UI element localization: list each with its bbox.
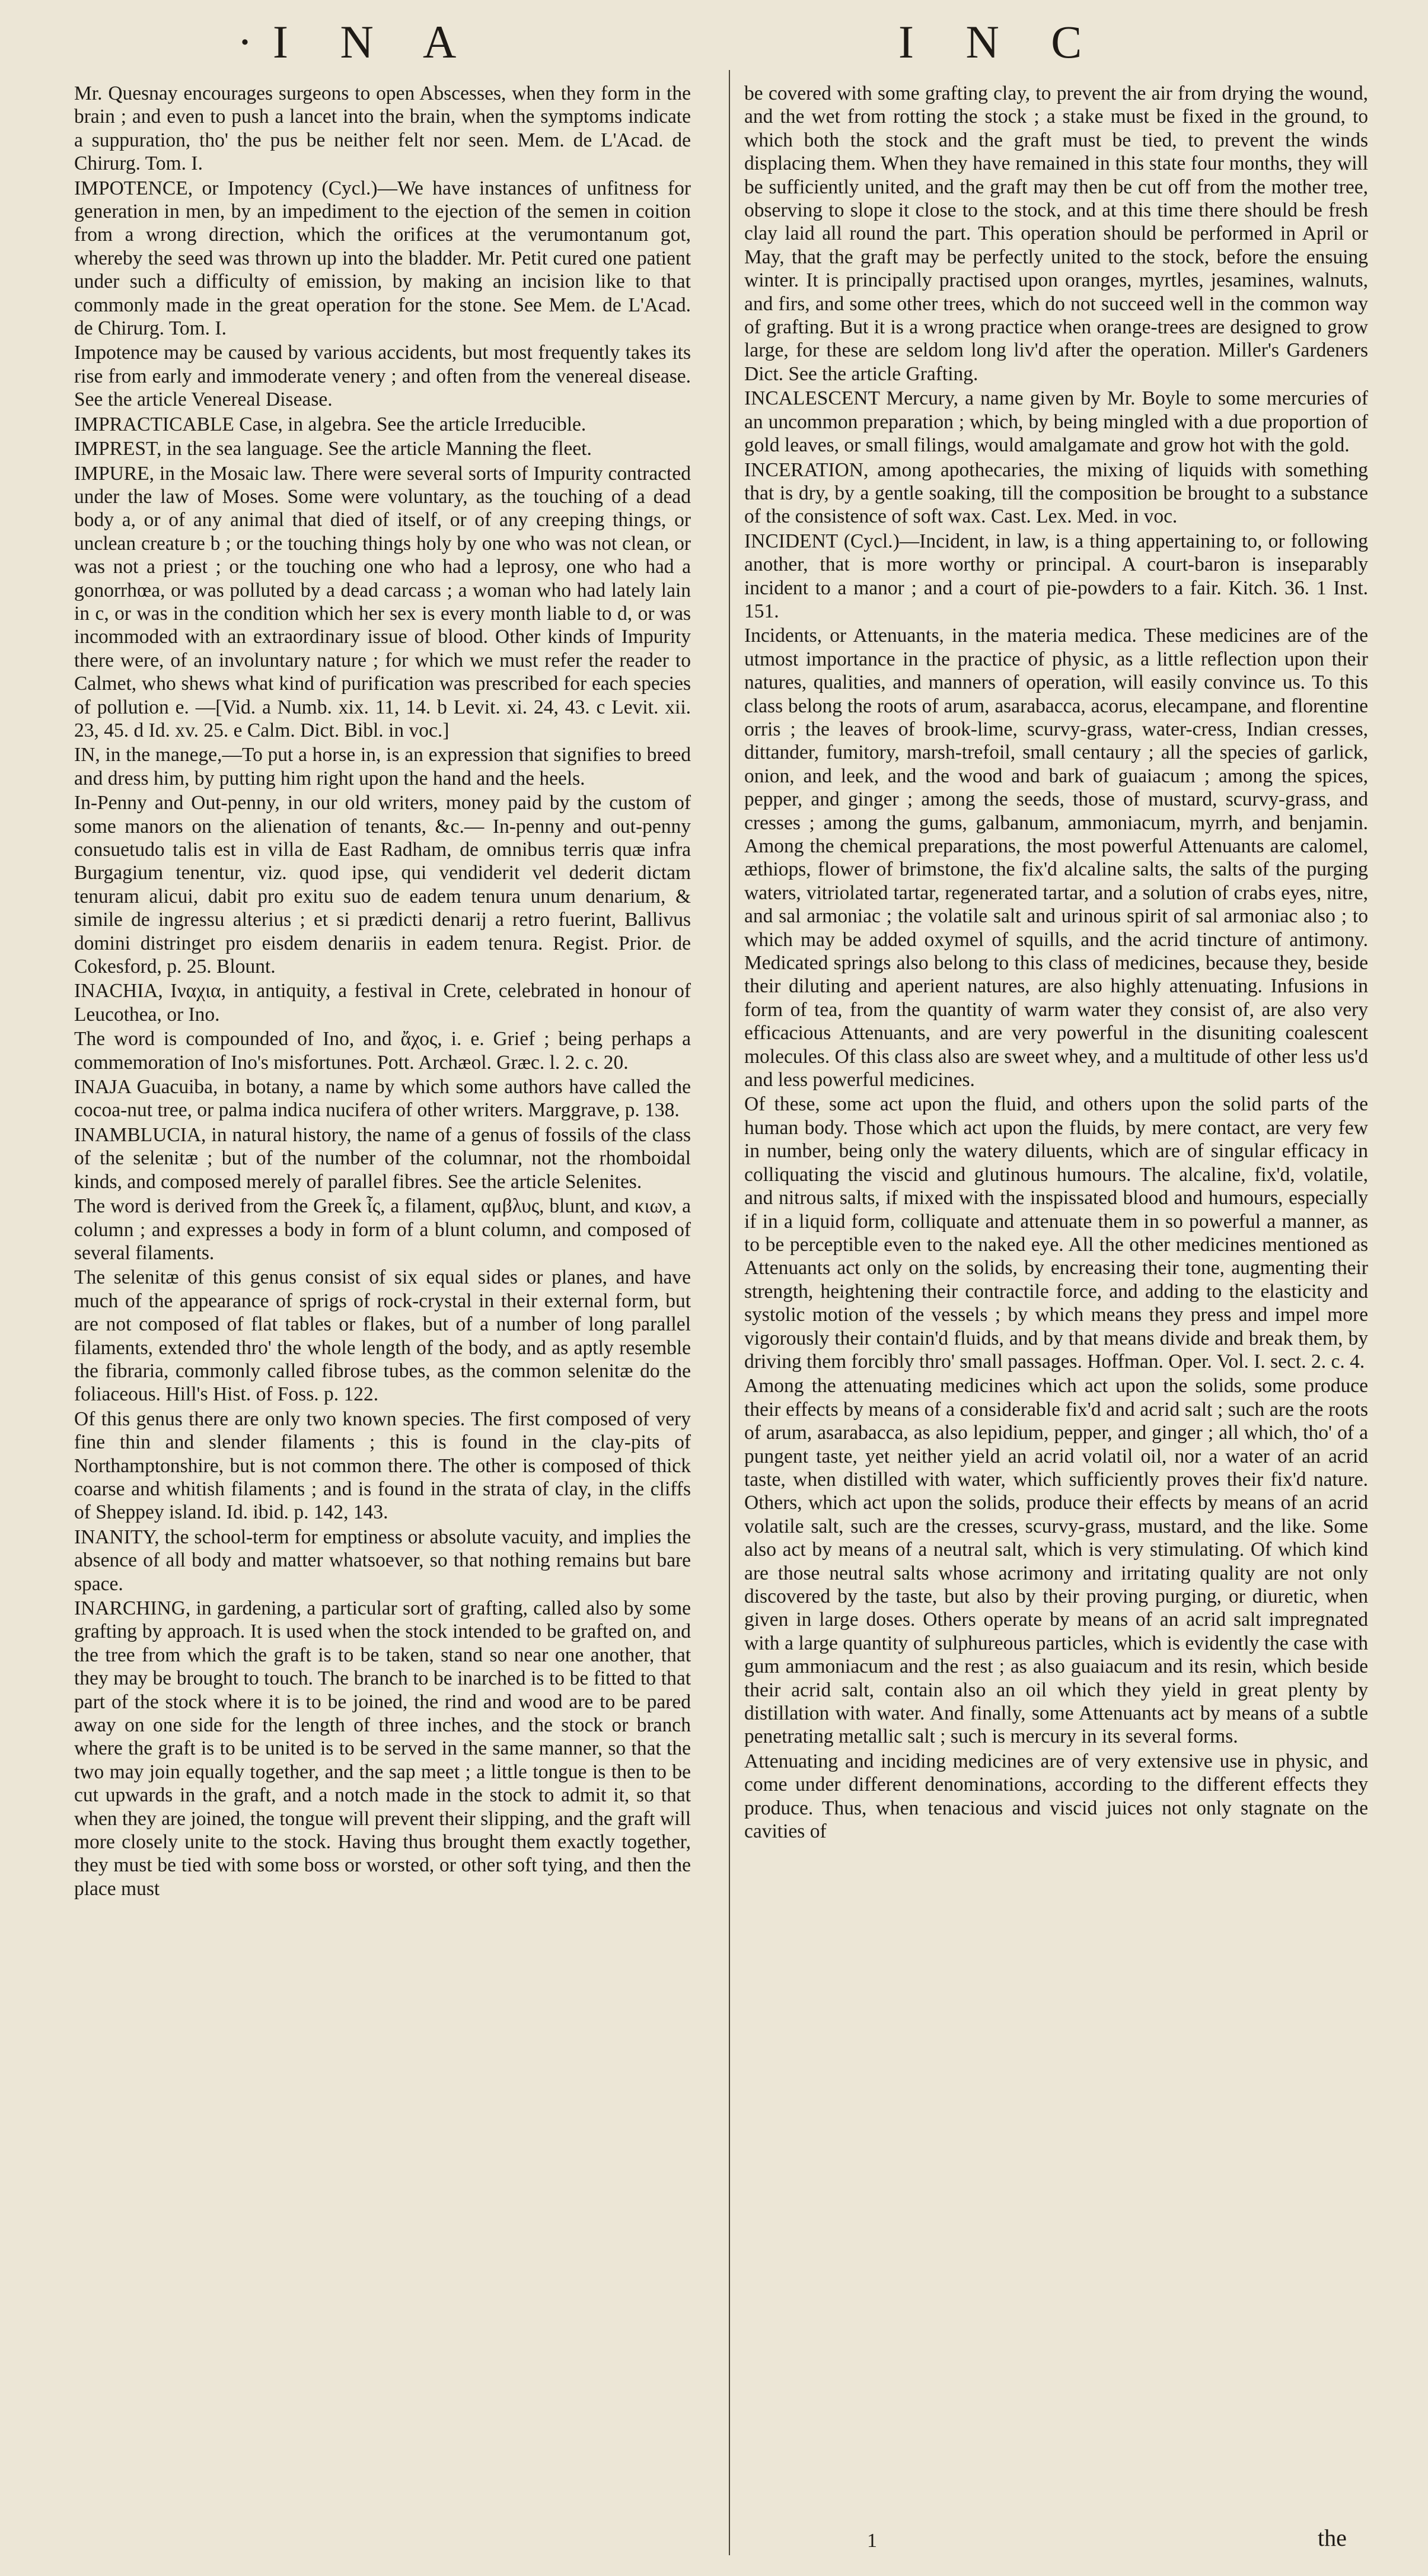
catchword: the (1318, 2524, 1347, 2551)
signature-mark: 1 (867, 2530, 877, 2552)
running-header (0, 15, 1428, 69)
entry-paragraph: INANITY, the school-term for emptiness or absolute vacuity, and implies the absence of all body and matter whatsoever, so that nothing remains but bare space. (74, 1526, 691, 1595)
entry-paragraph: IMPRACTICABLE Case, in algebra. See the article Irreducible. (74, 413, 586, 435)
entry-paragraph: Mr. Quesnay encourages surgeons to open Abscesses, when they form in the brain ; and even to push a lancet into the brain, when the symptoms indicate a suppuration, tho' the pus be neither felt nor seen. Mem. de L'Acad. de Chirurg. Tom. I. (74, 82, 691, 175)
entry-paragraph: INARCHING, in gardening, a particular sort of grafting, called also by some grafting by approach. It is used when the stock intended to be grafted on, and the tree from which the graft is to be taken, stand so near one another, that they may be brought to touch. The branch to be inarched is to be fitted to that part of the stock where it is to be joined, the rind and wood are to be pared away on one side for the length of three inches, and the stock or branch where the graft is to be united is to be served in the same manner, so that the two may join equally together, and the sap meet ; a little tongue is then to be cut upwards in the graft, and a notch made in the stock to admit it, so that when they are joined, the tongue will prevent their slipping, and the graft will more closely unite to the stock. Having thus brought them exactly together, they must be tied with some boss or worsted, or other soft tying, and then the place must (74, 1597, 691, 1900)
entry-paragraph: be covered with some grafting clay, to prevent the air from drying the wound, and the wet from rotting the stock ; a stake must be fixed in the ground, to which both the stock and the graft must be tied, to prevent the winds displacing them. When they have remained in this state four months, they will be sufficiently united, and the graft may then be cut off from the mother tree, observing to slope it close to the stock, and at this time there should be fresh clay laid all round the part. This operation should be performed in April or May, that the graft may be perfectly united to the stock, before the ensuing winter. It is principally practised upon oranges, myrtles, jesamines, walnuts, and firs, and some other trees, which do not succeed well in the common way of grafting. But it is a wrong practice when orange-trees are designed to grow large, for these are seldom long liv'd after the operation. Miller's Gardeners Dict. See the article Grafting. (744, 82, 1368, 385)
left-column (74, 82, 691, 1902)
entry-paragraph: The selenitæ of this genus consist of six equal sides or planes, and have much of the appearance of sprigs of rock-crystal in their external form, but are not composed of flat tables or flakes, but of a number of long parallel filaments, extended thro' the whole length of the body, and as aptly resemble the fibraria, commonly called fibrose tubes, as the common selenitæ do the foliaceous. Hill's Hist. of Foss. p. 122. (74, 1266, 691, 1406)
entry-paragraph: INAMBLUCIA, in natural history, the name of a genus of fossils of the class of the selenitæ ; but of the number of the columnar, not the rhomboidal kinds, and composed merely of parallel fibres. See the article Selenites. (74, 1123, 691, 1193)
entry-paragraph: INAJA Guacuiba, in botany, a name by which some authors have called the cocoa-nut tree, or palma indica nucifera of other writers. Marggrave, p. 138. (74, 1076, 691, 1122)
header-left: ·I N A (237, 16, 477, 68)
column-divider (729, 70, 730, 2555)
header-right: I N C (898, 16, 1102, 68)
entry-paragraph: INCERATION, among apothecaries, the mixing of liquids with something that is dry, by a gentle soaking, till the composition be brought to a substance of the consistence of soft wax. Cast. Lex. Med. in voc. (744, 458, 1368, 528)
entry-paragraph: Incidents, or Attenuants, in the materia medica. These medicines are of the utmost importance in the practice of physic, as a little reflection upon their natures, qualities, and manners of operation, will easily convince us. To this class belong the roots of arum, asarabacca, acorus, elecampane, and florentine orris ; the leaves of brook-lime, scurvy-grass, water-cress, Indian cresses, dittander, fumitory, marsh-trefoil, small centaury ; all the species of garlick, onion, and leek, and the wood and bark of guaiacum ; among the spices, pepper, and ginger ; among the seeds, those of mustard, scurvy-grass, and cresses ; among the gums, galbanum, ammoniacum, myrrh, and benjamin. Among the chemical preparations, the most powerful Attenuants are calomel, æthiops, flower of brimstone, the fix'd alcaline salts, the salts of the purging waters, vitriolated tartar, regenerated tartar, and a solution of crabs eyes, nitre, and sal armoniac ; the volatile salt and urinous spirit of sal armoniac also ; to which may be added oxymel of squills, and the acrid tincture of antimony. Medicated springs also belong to this class of medicines, because they, beside their diluting and aperient natures, are also highly attenuating. Infusions in form of tea, from the quantity of warm water they consist of, are also very efficacious Attenuants, and are very powerful in the disuniting coalescent molecules. Of this class also are sweet whey, and a multitude of other less us'd and less powerful medicines. (744, 625, 1368, 1091)
entry-paragraph: INACHIA, Ιναχια, in antiquity, a festival in Crete, celebrated in honour of Leucothea, or Ino. (74, 980, 691, 1026)
entry-paragraph: Among the attenuating medicines which act upon the solids, some produce their effects by means of a considerable fix'd and acrid salt ; such are the roots of arum, asarabacca, as also lepidium, pepper, and ginger ; all which, tho' of a pungent taste, yet neither yield an acrid volatil oil, nor a water of an acrid taste, when distilled with water, which sufficiently proves their fix'd nature. Others, which act upon the solids, produce their effects by means of an acrid volatile salt, such are the cresses, scurvy-grass, mustard, and the like. Some also act by means of a neutral salt, which is very stimulating. Of which kind are those neutral salts whose acrimony and irritating quality are not only discovered by the taste, but also by their proving purging, or diuretic, when given in large doses. Others operate by means of an acrid salt impregnated with a large quantity of sulphureous particles, which is evidently the case with gum ammoniacum and the rest ; as also guaiacum and its resin, which beside their acrid salt, contain also an oil which they yield in great plenty by distillation with water. And finally, some Attenuants act by means of a subtle penetrating metallic salt ; such is mercury in its several forms. (744, 1375, 1368, 1748)
entry-paragraph: Attenuating and inciding medicines are of very extensive use in physic, and come under different denominations, according to the different effects they produce. Thus, when tenacious and viscid juices not only stagnate on the cavities of (744, 1750, 1368, 1843)
entry-paragraph: INCIDENT (Cycl.)—Incident, in law, is a thing appertaining to, or following another, that is more worthy or principal. A court-baron is inseparably incident to a manor ; and a court of pie-powders to a fair. Kitch. 36. 1 Inst. 151. (744, 530, 1368, 622)
entry-paragraph: INCALESCENT Mercury, a name given by Mr. Boyle to some mercuries of an uncommon preparation ; which, by being mingled with a due proportion of gold leaves, or small filings, would amalgamate and grow hot with the gold. (744, 387, 1368, 457)
entry-paragraph: The word is derived from the Greek ἶς, a filament, αμβλυς, blunt, and κιων, a column ; and expresses a body in form of a blunt column, and composed of several filaments. (74, 1195, 691, 1264)
entry-paragraph: IMPOTENCE, or Impotency (Cycl.)—We have instances of unfitness for generation in men, by an impediment to the ejection of the semen in coition from a wrong direction, which the orifices at the verumontanum got, whereby the seed was thrown up into the bladder. Mr. Petit cured one patient under such a difficulty of emission, by making an incision like to that commonly made in the great operation for the stone. See Mem. de L'Acad. de Chirurg. Tom. I. (74, 177, 691, 340)
entry-paragraph: IMPURE, in the Mosaic law. There were several sorts of Impurity contracted under the law of Moses. Some were voluntary, as the touching of a dead body a, or of any animal that died of itself, or of any creeping things, or unclean creature b ; or the touching things holy by one who was not clean, or was not a priest ; or the touching one who had a leprosy, one who had a gonorrhœa, or was polluted by a dead carcass ; a woman who had lately lain in c, or was in the condition which her sex is every month liable to d, or was incommoded with an extraordinary issue of blood. Other kinds of Impurity there were, of an involuntary nature ; for which we must refer the reader to Calmet, who shews what kind of purification was prescribed for each species of pollution e. —[Vid. a Numb. xix. 11, 14. b Levit. xi. 24, 43. c Levit. xii. 23, 45. d Id. xv. 25. e Calm. Dict. Bibl. in voc.] (74, 462, 691, 741)
entry-paragraph: In-Penny and Out-penny, in our old writers, money paid by the custom of some manors on the alienation of tenants, &c.— In-penny and out-penny consuetudo talis est in villa de East Radham, de omnibus terris quæ infra Burgagium tenentur, viz. quod ipse, qui vendiderit vel dederit dictam tenuram alicui, dabit pro exitu suo de eadem tenura unum denarium, & simile de ingressu alterius ; et si prædicti denarij a retro fuerint, Ballivus domini distringet pro eisdem denariis in eadem tenura. Regist. Prior. de Cokesford, p. 25. Blount. (74, 792, 691, 978)
entry-paragraph: Of this genus there are only two known species. The first composed of very fine thin and slender filaments ; this is found in the clay-pits of Northamptonshire, but is not common there. The other is composed of thick coarse and whitish filaments ; and is found in the strata of clay, in the cliffs of Sheppey island. Id. ibid. p. 142, 143. (74, 1408, 691, 1524)
entry-paragraph: IMPREST, in the sea language. See the article Manning the fleet. (74, 438, 592, 460)
entry-paragraph: The word is compounded of Ino, and ἄχος, i. e. Grief ; being perhaps a commemoration of Ino's misfortunes. Pott. Archæol. Græc. l. 2. c. 20. (74, 1028, 691, 1074)
entry-paragraph: Of these, some act upon the fluid, and others upon the solid parts of the human body. Those which act upon the fluids, by mere contact, are very few in number, being only the watery diluents, which are of singular efficacy in colliquating the viscid and glutinous humours. The alcaline, fix'd, volatile, and nitrous salts, if mixed with the inspissated blood and humours, especially if in a liquid form, colliquate and attenuate them in so powerful a manner, as to be perceptible even to the naked eye. All the other medicines mentioned as Attenuants act only on the solids, by encreasing their tone, augmenting their strength, heightening their contractile force, and adding to the elasticity and systolic motion of the vessels ; by which means they press and impel more vigorously their contain'd fluids, and by that means divide and break them, by driving them forcibly thro' small passages. Hoffman. Oper. Vol. I. sect. 2. c. 4. (744, 1093, 1368, 1373)
entry-paragraph: Impotence may be caused by various accidents, but most frequently takes its rise from early and immoderate venery ; and often from the venereal disease. See the article Venereal Disease. (74, 342, 691, 411)
right-column (744, 82, 1368, 1844)
entry-paragraph: IN, in the manege,—To put a horse in, is an expression that signifies to breed and dress him, by putting him right upon the hand and the heels. (74, 744, 691, 789)
